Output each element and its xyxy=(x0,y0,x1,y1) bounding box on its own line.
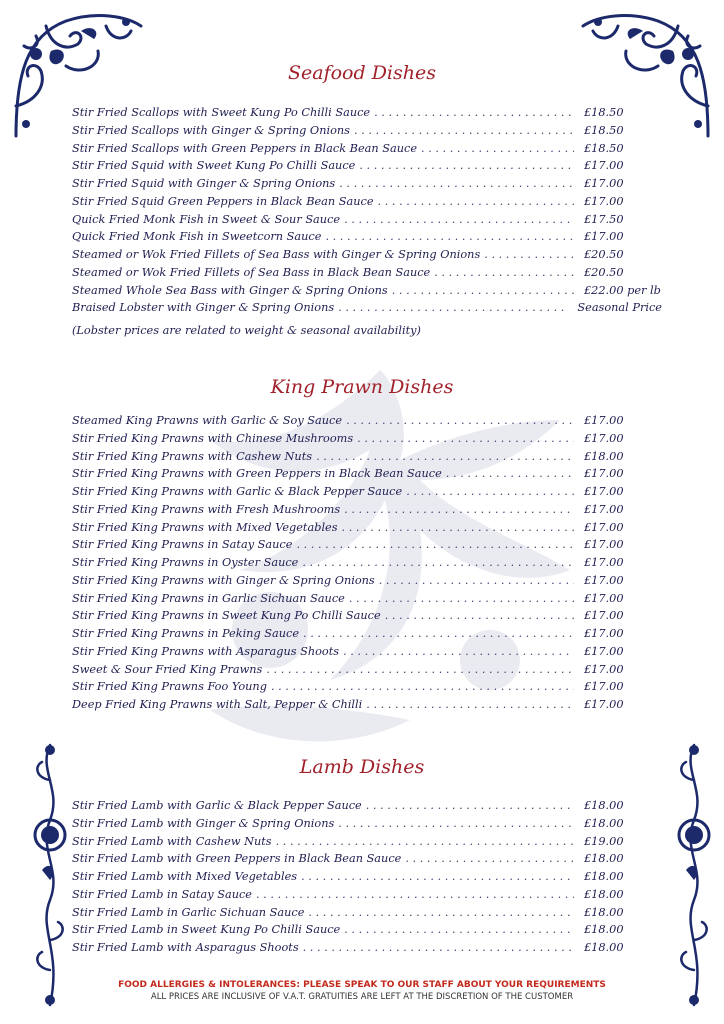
menu-item xyxy=(72,432,662,450)
dot-leader xyxy=(484,248,574,261)
dish-price: £17.00 xyxy=(584,194,624,208)
allergy-notice: FOOD ALLERGIES & INTOLERANCES: PLEASE SPEAK TO OUR STAFF ABOUT YOUR REQUIREMENTS xyxy=(118,980,606,990)
dish-price: £17.00 xyxy=(584,230,624,244)
lamb-section-title: Lamb Dishes xyxy=(299,756,425,778)
dish-name: Stir Fried King Prawns with Chinese Mushrooms xyxy=(72,431,354,445)
menu-item xyxy=(72,870,662,888)
dish-price: £18.00 xyxy=(584,449,624,463)
menu-item xyxy=(72,124,662,142)
king-prawn-section-title: King Prawn Dishes xyxy=(270,376,454,398)
dish-price: £18.00 xyxy=(584,852,624,866)
menu-item xyxy=(72,698,662,716)
dot-leader xyxy=(406,485,574,498)
dish-price: £18.50 xyxy=(584,141,624,155)
dish-name: Steamed or Wok Fried Fillets of Sea Bass with Ginger & Spring Onions xyxy=(72,248,481,261)
menu-item xyxy=(72,645,662,663)
dish-name: Stir Fried King Prawns with Asparagus Shoots xyxy=(72,644,340,658)
menu-item xyxy=(72,663,662,681)
dish-price: £17.00 xyxy=(584,573,624,587)
dish-price: £17.00 xyxy=(584,662,624,676)
dot-leader xyxy=(338,817,574,830)
dish-price: £17.00 xyxy=(584,627,624,640)
menu-item xyxy=(72,467,662,485)
dish-name: Stir Fried Squid Green Peppers in Black Bean Sauce xyxy=(72,194,374,208)
dish-price: £18.00 xyxy=(584,905,624,919)
dish-price: £17.50 xyxy=(584,212,624,226)
dish-price: £17.00 xyxy=(584,431,624,445)
dish-price: £20.50 xyxy=(584,248,624,261)
dot-leader xyxy=(343,645,574,658)
dish-price: £22.00 per lb xyxy=(584,283,661,297)
dot-leader xyxy=(308,906,574,919)
dish-price: £18.50 xyxy=(584,123,624,137)
dot-leader xyxy=(303,941,574,954)
dish-name: Stir Fried Lamb with Asparagus Shoots xyxy=(72,941,299,954)
dish-price: £18.00 xyxy=(584,799,624,812)
dish-price: £18.00 xyxy=(584,816,624,830)
menu-item xyxy=(72,301,662,319)
dish-name: Stir Fried King Prawns with Fresh Mushrooms xyxy=(72,502,341,516)
menu-item xyxy=(72,106,662,124)
menu-item xyxy=(72,923,662,941)
menu-item xyxy=(72,230,662,248)
pricing-notice: ALL PRICES ARE INCLUSIVE OF V.A.T. GRATUITIES ARE LEFT AT THE DISCRETION OF THE CUSTOMER xyxy=(150,992,574,1002)
dot-leader xyxy=(366,698,574,711)
dish-name: Stir Fried King Prawns in Sweet Kung Po Chilli Sauce xyxy=(72,609,381,623)
dish-name: Stir Fried Squid with Ginger & Spring Onions xyxy=(72,177,336,190)
dot-leader xyxy=(405,852,574,865)
dot-leader xyxy=(296,538,574,551)
dish-name: Quick Fried Monk Fish in Sweetcorn Sauce xyxy=(72,230,322,244)
dot-leader xyxy=(271,680,574,693)
dish-price: £18.00 xyxy=(584,887,624,901)
menu-item xyxy=(72,574,662,592)
menu-item xyxy=(72,414,662,432)
dot-leader xyxy=(374,106,574,119)
dish-price: £17.00 xyxy=(584,591,624,605)
dish-name: Stir Fried King Prawns with Cashew Nuts xyxy=(72,449,313,463)
dish-name: Stir Fried Lamb in Sweet Kung Po Chilli Sauce xyxy=(72,923,341,937)
dish-name: Stir Fried Scallops with Ginger & Spring Onions xyxy=(72,123,350,137)
dot-leader xyxy=(434,266,574,279)
menu-item xyxy=(72,609,662,627)
menu-item xyxy=(72,538,662,556)
dot-leader xyxy=(266,663,574,676)
dish-name: Stir Fried King Prawns with Mixed Vegetables xyxy=(72,520,338,534)
dish-price: £20.50 xyxy=(584,265,624,279)
dish-name: Stir Fried King Prawns in Garlic Sichuan Sauce xyxy=(72,591,345,605)
menu-item xyxy=(72,284,662,302)
dish-price: £17.00 xyxy=(584,609,624,623)
dot-leader xyxy=(446,467,574,480)
dish-price: £17.00 xyxy=(584,538,624,552)
dot-leader xyxy=(366,799,574,812)
dish-name: Stir Fried Scallops with Green Peppers in Black Bean Sauce xyxy=(72,141,418,155)
dish-price: £18.00 xyxy=(584,923,624,937)
dish-name: Sweet & Sour Fried King Prawns xyxy=(72,662,263,676)
dish-name: Stir Fried Squid with Sweet Kung Po Chilli Sauce xyxy=(72,159,356,173)
menu-item xyxy=(72,142,662,160)
dish-name: Stir Fried King Prawns in Oyster Sauce xyxy=(72,556,299,569)
dot-leader xyxy=(379,574,574,587)
menu-item xyxy=(72,817,662,835)
dish-name: Steamed or Wok Fried Fillets of Sea Bass in Black Bean Sauce xyxy=(72,265,431,279)
dot-leader xyxy=(392,284,574,297)
dish-price: £17.00 xyxy=(584,485,624,498)
dot-leader xyxy=(359,159,574,172)
dot-leader xyxy=(303,627,574,640)
seafood-section-title: Seafood Dishes xyxy=(288,62,436,84)
dot-leader xyxy=(344,503,574,516)
dish-price: £17.00 xyxy=(584,414,624,427)
dot-leader xyxy=(421,142,574,155)
dish-name: Stir Fried King Prawns with Green Peppers in Black Bean Sauce xyxy=(72,467,442,481)
dish-name: Stir Fried Lamb with Mixed Vegetables xyxy=(72,870,298,883)
dish-price: £17.00 xyxy=(584,177,624,190)
floral-border-icon xyxy=(28,740,72,1010)
dish-name: Stir Fried King Prawns with Ginger & Spring Onions xyxy=(72,573,375,587)
dish-name: Steamed Whole Sea Bass with Ginger & Spring Onions xyxy=(72,283,388,297)
menu-item xyxy=(72,521,662,539)
menu-item xyxy=(72,556,662,574)
menu-item xyxy=(72,592,662,610)
dot-leader xyxy=(316,450,574,463)
dot-leader xyxy=(385,609,574,622)
dot-leader xyxy=(302,556,574,569)
dish-name: Steamed King Prawns with Garlic & Soy Sauce xyxy=(72,414,343,427)
dot-leader xyxy=(339,177,574,190)
dish-name: Stir Fried King Prawns Foo Young xyxy=(72,680,267,694)
menu-item xyxy=(72,213,662,231)
dish-name: Stir Fried King Prawns in Satay Sauce xyxy=(72,538,293,552)
dot-leader xyxy=(342,521,574,534)
dot-leader xyxy=(276,835,574,848)
dish-name: Stir Fried Lamb with Green Peppers in Black Bean Sauce xyxy=(72,852,402,866)
dish-price: £17.00 xyxy=(584,556,624,569)
menu-item xyxy=(72,248,662,266)
dish-price: £18.50 xyxy=(584,106,624,119)
lobster-price-note: (Lobster prices are related to weight & seasonal availability) xyxy=(72,324,421,337)
dish-price: £17.00 xyxy=(584,467,624,481)
menu-item xyxy=(72,852,662,870)
dish-name: Stir Fried King Prawns with Garlic & Black Pepper Sauce xyxy=(72,485,403,498)
dish-name: Stir Fried King Prawns in Peking Sauce xyxy=(72,627,300,640)
dot-leader xyxy=(344,923,574,936)
dish-name: Stir Fried Lamb in Garlic Sichuan Sauce xyxy=(72,905,305,919)
menu-item xyxy=(72,835,662,853)
floral-border-icon xyxy=(672,740,716,1010)
dish-name: Quick Fried Monk Fish in Sweet & Sour Sauce xyxy=(72,212,341,226)
dot-leader xyxy=(349,592,574,605)
menu-item xyxy=(72,941,662,959)
dish-name: Braised Lobster with Ginger & Spring Onions xyxy=(72,301,335,315)
dish-name: Deep Fried King Prawns with Salt, Pepper & Chilli xyxy=(72,698,363,711)
dot-leader xyxy=(344,213,574,226)
menu-item xyxy=(72,680,662,698)
menu-item xyxy=(72,799,662,817)
dot-leader xyxy=(357,432,574,445)
menu-item xyxy=(72,195,662,213)
dish-name: Stir Fried Lamb with Cashew Nuts xyxy=(72,834,272,848)
dot-leader xyxy=(256,888,574,901)
menu-item xyxy=(72,485,662,503)
menu-item xyxy=(72,888,662,906)
dot-leader xyxy=(346,414,574,427)
lamb-menu-list xyxy=(72,799,662,959)
dot-leader xyxy=(325,230,574,243)
dish-name: Stir Fried Lamb in Satay Sauce xyxy=(72,887,252,901)
dot-leader xyxy=(301,870,574,883)
king-prawn-menu-list xyxy=(72,414,662,716)
menu-item xyxy=(72,159,662,177)
dish-price: £17.00 xyxy=(584,680,624,694)
menu-item xyxy=(72,266,662,284)
menu-item xyxy=(72,627,662,645)
dish-price: £19.00 xyxy=(584,834,624,848)
dish-price: £17.00 xyxy=(584,159,624,173)
dot-leader xyxy=(354,124,574,137)
dish-price: £17.00 xyxy=(584,698,624,711)
seafood-menu-list xyxy=(72,106,662,319)
menu-item xyxy=(72,906,662,924)
dish-name: Stir Fried Lamb with Ginger & Spring Onions xyxy=(72,816,335,830)
menu-item xyxy=(72,450,662,468)
dot-leader xyxy=(378,195,574,208)
menu-item xyxy=(72,503,662,521)
dish-price: £17.00 xyxy=(584,644,624,658)
dish-name: Stir Fried Lamb with Garlic & Black Pepper Sauce xyxy=(72,799,362,812)
dish-price: £17.00 xyxy=(584,520,624,534)
dish-price: £18.00 xyxy=(584,941,624,954)
dish-price: £17.00 xyxy=(584,502,624,516)
dot-leader xyxy=(338,301,567,314)
menu-item xyxy=(72,177,662,195)
dish-name: Stir Fried Scallops with Sweet Kung Po Chilli Sauce xyxy=(72,106,371,119)
dish-price: £18.00 xyxy=(584,870,624,883)
dish-price: Seasonal Price xyxy=(577,301,662,315)
